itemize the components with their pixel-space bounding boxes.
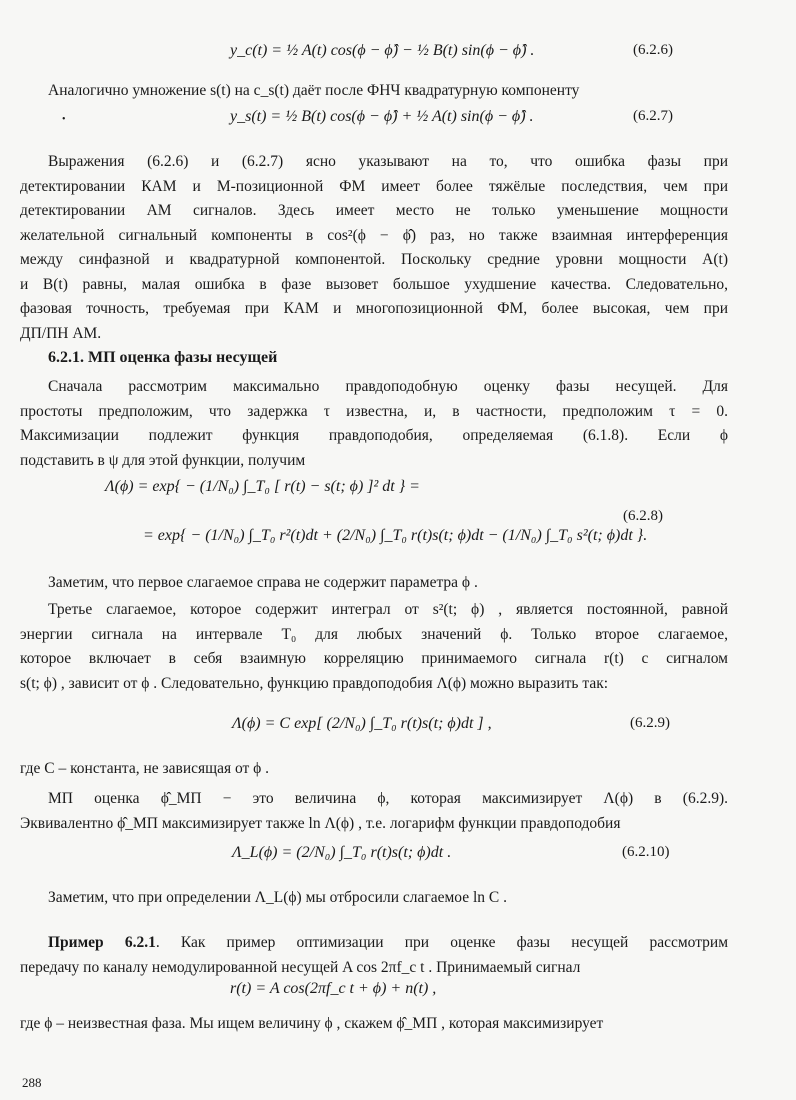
paragraph: Заметим, что первое слагаемое справа не содержит параметра ϕ .	[48, 574, 478, 591]
paragraph-example: Пример 6.2.1. Как пример оптимизации при оценке фазы несущей рассмотрим передачу по каналу немодулированной несущей A cos 2πf_c t . Принимаемый сигнал	[20, 934, 728, 976]
equation-6-2-6	[0, 42, 796, 72]
paragraph: Выражения (6.2.6) и (6.2.7) ясно указывают на то, что ошибка фазы при детектировании КАМ и M-позиционной ФМ имеет более тяжёлые последствия, чем при детектировании АМ сигналов. Здесь имеет место не только уменьшение мощности желательной сигнальный компоненты в cos²(ϕ − ϕ̂) раз, но также взаимная интерференция между синфазной и квадратурной компонентой. Поскольку средние уровни мощности A(t) и B(t) равны, малая ошибка в фазе вызовет большое ухудшение качества. Следовательно, фазовая точность, требуемая при КАМ и многопозиционной ФМ, более высокая, чем при ДП/ПН АМ.	[20, 153, 728, 342]
paragraph: Сначала рассмотрим максимально правдоподобную оценку фазы несущей. Для простоты предположим, что задержка τ известна, и, в частности, предположим τ = 0. Максимизации подлежит функция правдоподобия, определяемая (6.1.8). Если ϕ подставить в ψ для этой функции, получим	[20, 378, 728, 469]
stray-mark: •	[62, 114, 66, 125]
equation-formula: y_c(t) = ½ A(t) cos(ϕ − ϕ̂) − ½ B(t) sin(ϕ − ϕ̂) .	[230, 42, 535, 59]
equation-number: (6.2.6)	[633, 42, 673, 58]
equation-number: (6.2.9)	[630, 715, 670, 731]
equation-formula: Λ(ϕ) = C exp[ (2/N₀) ∫_T₀ r(t)s(t; ϕ)dt ] ,	[232, 715, 492, 732]
equation-formula: = exp{ − (1/N₀) ∫_T₀ r²(t)dt + (2/N₀) ∫_T₀ r(t)s(t; ϕ)dt − (1/N₀) ∫_T₀ s²(t; ϕ)dt }.	[143, 527, 648, 544]
equation-number: (6.2.10)	[622, 844, 670, 860]
page-number: 288	[22, 1075, 42, 1090]
equation-6-2-8-number	[0, 508, 796, 538]
equation-6-2-7	[0, 108, 796, 138]
equation-formula: Λ(ϕ) = exp{ − (1/N₀) ∫_T₀ [ r(t) − s(t; ϕ) ]² dt } =	[105, 478, 420, 495]
equation-formula: r(t) = A cos(2πf_c t + ϕ) + n(t) ,	[230, 980, 437, 997]
paragraph: где ϕ – неизвестная фаза. Мы ищем величину ϕ , скажем ϕ̂_МП , которая максимизирует	[20, 1015, 604, 1032]
paragraph: Заметим, что при определении Λ_L(ϕ) мы отбросили слагаемое ln C .	[48, 889, 507, 906]
section-heading: 6.2.1. МП оценка фазы несущей	[48, 349, 278, 366]
paragraph: где C – константа, не зависящая от ϕ .	[20, 760, 270, 777]
equation-6-2-8-line1	[0, 478, 796, 508]
example-label: Пример 6.2.1	[48, 934, 156, 951]
equation-formula: Λ_L(ϕ) = (2/N₀) ∫_T₀ r(t)s(t; ϕ)dt .	[232, 844, 452, 861]
equation-example	[0, 980, 796, 1010]
equation-6-2-9	[0, 715, 796, 745]
equation-number: (6.2.7)	[633, 108, 673, 124]
paragraph: МП оценка ϕ̂_МП − это величина ϕ, которая максимизирует Λ(ϕ) в (6.2.9). Эквивалентно ϕ̂_МП максимизирует также ln Λ(ϕ) , т.е. логарифм функции правдоподобия	[20, 790, 728, 832]
equation-number: (6.2.8)	[623, 508, 663, 524]
equation-formula: y_s(t) = ½ B(t) cos(ϕ − ϕ̂) + ½ A(t) sin(ϕ − ϕ̂) .	[230, 108, 534, 125]
paragraph: Аналогично умножение s(t) на c_s(t) даёт после ФНЧ квадратурную компоненту	[48, 82, 580, 99]
equation-6-2-10	[0, 844, 796, 874]
paragraph: Третье слагаемое, которое содержит интеграл от s²(t; ϕ) , является постоянной, равной энергии сигнала на интервале T₀ для любых значений ϕ. Только второе слагаемое, которое включает в себя взаимную корреляцию принимаемого сигнала r(t) с сигналом s(t; ϕ) , зависит от ϕ . Следовательно, функцию правдоподобия Λ(ϕ) можно выразить так:	[20, 601, 728, 692]
